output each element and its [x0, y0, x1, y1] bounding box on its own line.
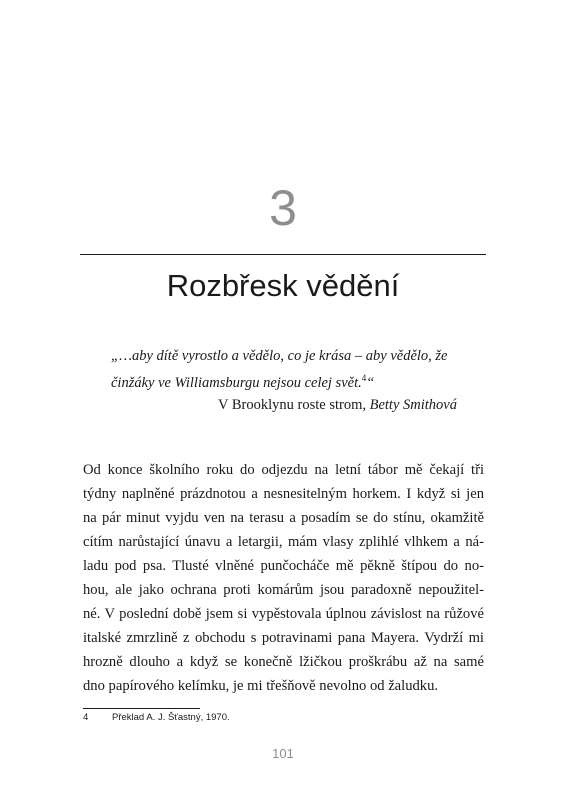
body-line: Od konce školního roku do odjezdu na letní tábor mě čekají tři — [83, 462, 484, 478]
body-paragraph — [83, 458, 484, 698]
epigraph-source — [111, 394, 491, 416]
chapter-title: Rozbřesk vědění — [166, 268, 400, 303]
footnote-text: Překlad A. J. Šťastný, 1970. — [112, 712, 230, 723]
epigraph-source-work: V Brooklynu roste strom, — [218, 396, 370, 413]
epigraph — [111, 345, 491, 416]
body-line: hrozně dlouho a když se konečně lžičkou proškrábu až na samé — [83, 654, 484, 670]
body-line: dno papírového kelímku, je mi třešňově nevolno od žaludku. — [83, 678, 439, 694]
chapter-number: 3 — [269, 180, 297, 236]
chapter-divider — [80, 254, 486, 255]
body-line: týdny naplněné prázdnotou a nesnesitelným horkem. I když si jen — [83, 486, 484, 502]
body-line: né. V poslední době jsem si vypěstovala úplnou závislost na růžové — [83, 606, 484, 622]
body-line: hou, ale jako ochrana proti komárům jsou paradoxně nepoužitel- — [83, 582, 484, 598]
footnote-number: 4 — [83, 712, 89, 723]
body-line: ladu pod psa. Tlusté vlněné punčocháče mě pěkně štípou do no- — [83, 558, 484, 574]
epigraph-quote-line-1: „…aby dítě vyrostlo a vědělo, co je krása – aby vědělo, že — [111, 348, 448, 364]
footnote-divider — [83, 708, 200, 709]
epigraph-source-author: Betty Smithová — [369, 396, 457, 413]
body-line: italské zmrzlině z obchodu s potravinami pana Mayera. Vydrží mi — [83, 630, 484, 646]
epigraph-quote-line-2 — [111, 367, 491, 394]
footnote — [83, 712, 230, 724]
body-line: na pár minut vyjdu ven na terasu a posadím se do stínu, okamžitě — [83, 510, 484, 526]
page-number: 101 — [272, 746, 294, 761]
epigraph-quote-text: činžáky ve Williamsburgu nejsou celej svět. — [111, 374, 362, 391]
closing-quote-mark: “ — [366, 374, 375, 391]
body-line: cítím narůstající únavu a letargii, mám vlasy zplihlé vlhkem a ná- — [83, 534, 484, 550]
footnote-reference: 4 — [361, 373, 367, 383]
